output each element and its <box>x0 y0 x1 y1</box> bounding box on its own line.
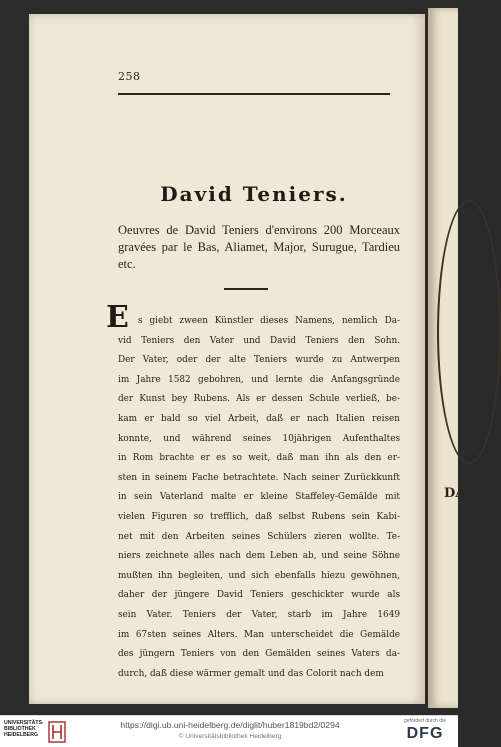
oeuvres-note: Oeuvres de David Teniers d'environs 200 Morceaux gravées par le Bas, Aliamet, Major, Surugue, Tardieu etc. <box>118 223 400 271</box>
text-line: sein Vater. Teniers der Vater, starb im Jahre 1649 <box>118 609 400 620</box>
text-line: im 67sten seines Alters. Man unterscheidet die Gemälde <box>118 629 400 640</box>
next-page-portrait-frame <box>437 200 501 464</box>
library-name-line-3: HEIDELBERG <box>4 732 39 738</box>
copyright-note: © Universitätsbibliothek Heidelberg <box>178 733 282 740</box>
body-text <box>118 312 400 684</box>
text-line: der Kunst bey Rubens. Als er dessen Schule verließ, be- <box>118 394 400 405</box>
text-line: sten in seinem Fache betrachtete. Nach seiner Zurückkunft <box>118 472 400 483</box>
library-name-line-2: BIBLIOTHEK <box>4 726 36 732</box>
text-line: in sein Vaterland malte er kleine Staffeley-Gemälde mit <box>118 492 400 503</box>
library-name-line-1: UNIVERSITÄTS- <box>4 720 44 726</box>
text-line: vielen Figuren so trefflich, daß selbst Rubens sein Kabi- <box>118 511 400 522</box>
text-line: s giebt zween Künstler dieses Namens, nemlich Da- <box>138 316 400 326</box>
section-divider <box>224 288 268 290</box>
next-page-fragment: DA <box>444 486 466 501</box>
header-rule <box>118 93 390 95</box>
text-line: kam er bald so viel Arbeit, daß er nach Italien reisen <box>118 413 400 424</box>
text-line: net mit den Arbeiten seines Schülers zieren wollte. Te- <box>118 531 400 542</box>
text-line: mußten ihn begleiten, und sich ebenfalls hiezu gewöhnen, <box>118 570 400 581</box>
text-line: konnte, und während seines 10jährigen Aufenthaltes <box>118 433 400 444</box>
drop-capital: E <box>106 300 129 335</box>
text-line: vid Teniers den Vater und David Teniers den Sohn. <box>118 335 400 346</box>
page-number: 258 <box>118 70 141 83</box>
text-line: Der Vater, oder der alte Teniers wurde zu Antwerpen <box>118 355 400 366</box>
text-line: des jüngern Teniers von den Gemälden seines Vaters da- <box>118 649 400 660</box>
text-line: daher der jüngere David Teniers geschickter wurde als <box>118 590 400 601</box>
footer-bar <box>0 715 458 747</box>
library-logo[interactable] <box>4 720 62 744</box>
text-line: im Jahre 1582 gebohren, und lernte die Anfangsgründe <box>118 374 400 385</box>
funder-label: gefördert durch die <box>404 718 446 724</box>
library-mark-icon <box>48 721 66 743</box>
text-line: in Rom brachte er es so weit, daß man ihn als den er- <box>118 453 400 464</box>
chapter-title: David Teniers. <box>160 182 348 206</box>
text-line: niers zeichnete alles nach dem Leben ab, und seine Söhne <box>118 551 400 562</box>
page-url-link[interactable]: https://digi.ub.uni-heidelberg.de/diglit/huber1819bd2/0294 <box>120 720 340 730</box>
text-line: durch, daß diese wärmer gemalt und das Colorit nach dem <box>118 668 384 679</box>
dfg-logo[interactable]: DFG <box>406 725 444 742</box>
